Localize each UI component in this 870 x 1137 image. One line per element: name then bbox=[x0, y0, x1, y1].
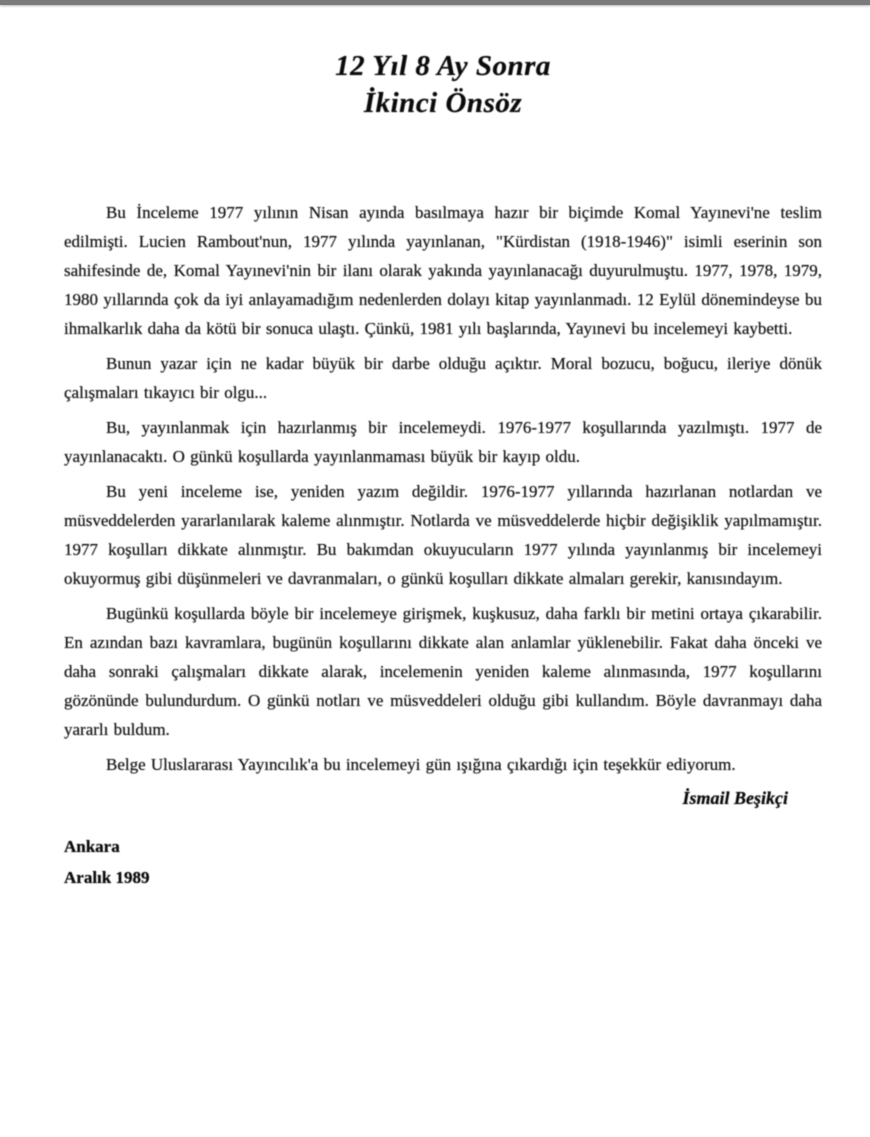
author-signature: İsmail Beşikçi bbox=[682, 788, 788, 808]
page-title bbox=[64, 48, 822, 122]
place-date-block bbox=[64, 837, 822, 888]
place-line: Ankara bbox=[64, 837, 120, 856]
body-paragraph: Bu, yayınlanmak için hazırlanmış bir incelemeydi. 1976-1977 koşullarında yazılmıştı. 1977 de yayınlanacaktı. O günkü koşullarda yayınlanmaması büyük bir kayıp oldu. bbox=[64, 418, 822, 466]
date-line: Aralık 1989 bbox=[64, 868, 150, 887]
body-paragraph: Bunun yazar için ne kadar büyük bir darbe olduğu açıktır. Moral bozucu, boğucu, ileriye dönük çalışmaları tıkayıcı bir olgu... bbox=[64, 354, 822, 402]
body-paragraph: Belge Uluslararası Yayıncılık'a bu incelemeyi gün ışığına çıkardığı için teşekkür ediyorum. bbox=[106, 755, 736, 774]
body-paragraph: Bugünkü koşullarda böyle bir incelemeye girişmek, kuşkusuz, daha farklı bir metini ortaya çıkarabilir. En azından bazı kavramlara, bugünün koşullarını dikkate alan anlamlar yüklenebilir. Fakat daha önceki ve daha sonraki çalışmaları dikkate alarak, incelemenin yeniden kaleme alınmasında, 1977 koşullarını gözönünde bulundurdum. O günkü notları ve müsveddeleri olduğu gibi kullandım. Böyle davranmayı daha yararlı buldum. bbox=[64, 604, 822, 739]
body-paragraph: Bu yeni inceleme ise, yeniden yazım değildir. 1976-1977 yıllarında hazırlanan notlardan ve müsveddelerden yararlanılarak kaleme alınmıştır. Notlarda ve müsveddelerde hiçbir değişiklik yapılmamıştır. 1977 koşulları dikkate alınmıştır. Bu bakımdan okuyucuların 1977 yılında yayınlanmış bir incelemeyi okuyormuş gibi düşünmeleri ve davranmaları, o günkü koşulları dikkate almaları gerekir, kanısındayım. bbox=[64, 482, 822, 588]
body-paragraph: Bu İnceleme 1977 yılının Nisan ayında basılmaya hazır bir biçimde Komal Yayınevi'ne teslim edilmişti. Lucien Rambout'nun, 1977 yılında yayınlanan, "Kürdistan (1918-1946)" isimli eserinin son sahifesinde de, Komal Yayınevi'nin bir ilanı olarak yakında yayınlanacağı duyurulmuştu. 1977, 1978, 1979, 1980 yıllarında çok da iyi anlayamadığım nedenlerden dolayı kitap yayınlanmadı. 12 Eylül dönemindeyse bu ihmalkarlık daha da kötü bir sonuca ulaştı. Çünkü, 1981 yılı başlarında, Yayınevi bu incelemeyi kaybetti. bbox=[64, 203, 822, 338]
title-line-2: İkinci Önsöz bbox=[363, 87, 523, 119]
title-line-1: 12 Yıl 8 Ay Sonra bbox=[335, 50, 551, 82]
page-content bbox=[0, 5, 870, 888]
document-body bbox=[64, 198, 822, 779]
